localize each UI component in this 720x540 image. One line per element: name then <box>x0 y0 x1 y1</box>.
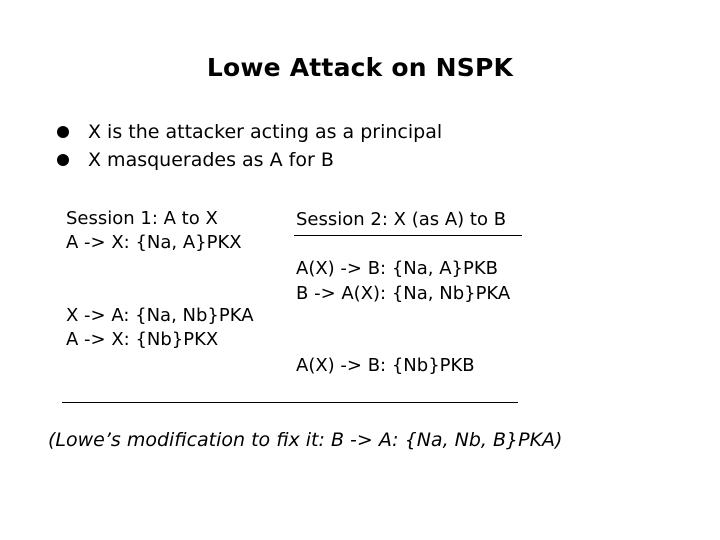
session2-header: Session 2: X (as A) to B <box>296 209 507 230</box>
slide-title: Lowe Attack on NSPK <box>206 53 514 82</box>
session1-header: Session 1: A to X <box>66 208 218 229</box>
session2-header-divider <box>294 235 522 236</box>
bullet-text: X is the attacker acting as a principal <box>88 121 443 143</box>
session2-message: B -> A(X): {Na, Nb}PKA <box>296 283 511 304</box>
session1-message: A -> X: {Na, A}PKX <box>66 232 242 253</box>
session1-message: X -> A: {Na, Nb}PKA <box>66 305 254 326</box>
bullet-item <box>50 118 442 146</box>
bullet-item <box>50 146 442 174</box>
section-divider <box>62 402 518 403</box>
bullet-dot-icon <box>57 154 69 166</box>
footnote: (Lowe’s modification to fix it: B -> A: {Na, Nb, B}PKA) <box>48 429 563 451</box>
session2-message: A(X) -> B: {Na, A}PKB <box>296 258 499 279</box>
bullet-dot-icon <box>57 126 69 138</box>
session2-message: A(X) -> B: {Nb}PKB <box>296 355 475 376</box>
bullet-text: X masquerades as A for B <box>88 149 334 171</box>
bullet-list <box>50 118 442 174</box>
session1-message: A -> X: {Nb}PKX <box>66 329 219 350</box>
